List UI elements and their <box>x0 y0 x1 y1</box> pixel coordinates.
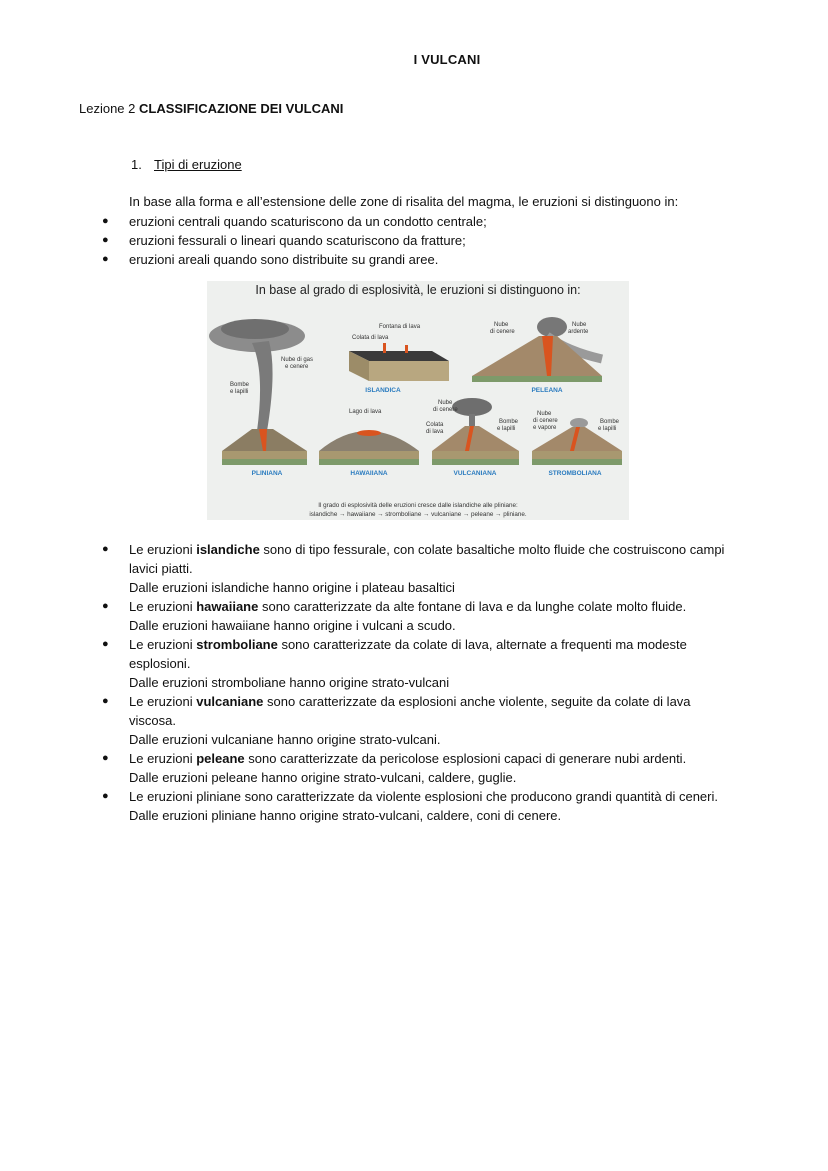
eruption-description: Le eruzioni pliniane sono caratterizzate da violente esplosioni che producono grandi quantità di ceneri. <box>129 789 718 804</box>
section-label: Tipi di eruzione <box>154 157 242 172</box>
v-colata-label-2: di lava <box>426 429 444 435</box>
list-item <box>100 212 740 231</box>
type-pliniana: PLINIANA <box>251 470 283 477</box>
eruption-origin: Dalle eruzioni islandiche hanno origine i plateau basaltici <box>129 580 455 595</box>
bombe-label-1: Bombe <box>230 382 250 388</box>
bullet-icon: ● <box>102 543 109 555</box>
eruption-pre: Le eruzioni <box>129 542 197 557</box>
peleana-illustration <box>472 317 602 394</box>
type-stromboliana: STROMBOLIANA <box>548 470 602 477</box>
nube-ardente-label-1: Nube <box>572 322 587 328</box>
list-item <box>100 540 740 597</box>
eruption-description: sono caratterizzate da pericolose esplosioni capaci di generare nubi ardenti. <box>244 751 687 766</box>
bullet-icon: ● <box>102 215 109 227</box>
lesson-title: CLASSIFICAZIONE DEI VULCANI <box>139 101 344 116</box>
eruption-description: sono caratterizzate da colate di lava, alternate a frequenti ma modeste esplosioni. <box>129 637 687 671</box>
bullet-icon: ● <box>102 234 109 246</box>
eruption-type: stromboliane <box>196 637 278 652</box>
figure-caption-2: islandiche → hawaiiane → stromboliane → vulcaniane → peleane → pliniane. <box>309 511 527 518</box>
list-item-text: eruzioni areali quando sono distribuite su grandi aree. <box>129 252 439 267</box>
figure-caption-1: Il grado di esplosività delle eruzioni cresce dalle islandiche alle pliniane: <box>318 502 518 509</box>
bullet-icon: ● <box>102 752 109 764</box>
s-nube-label-3: e vapore <box>533 425 557 431</box>
nube-ardente-label-2: ardente <box>568 329 589 335</box>
v-nube-label-2: di cenere <box>433 407 458 413</box>
fontana-label: Fontana di lava <box>379 324 421 330</box>
eruption-pre: Le eruzioni <box>129 751 197 766</box>
eruption-description: sono di tipo fessurale, con colate basaltiche molto fluide che costruiscono campi lavici piatti. <box>129 542 725 576</box>
hawaiiana-illustration <box>319 409 419 477</box>
eruption-origin: Dalle eruzioni stromboliane hanno origine strato-vulcani <box>129 675 450 690</box>
list-item <box>100 231 740 250</box>
eruption-origin: Dalle eruzioni hawaiiane hanno origine i vulcani a scudo. <box>129 618 456 633</box>
type-hawaiiana: HAWAIIANA <box>350 470 388 477</box>
eruption-list <box>100 540 740 825</box>
list-item-text: eruzioni fessurali o lineari quando scaturiscono da fratture; <box>129 233 466 248</box>
v-bombe-label-1: Bombe <box>499 419 519 425</box>
eruption-pre: Le eruzioni <box>129 599 197 614</box>
nube-cenere-label-2: di cenere <box>490 329 515 335</box>
bullet-icon: ● <box>102 695 109 707</box>
eruption-type: islandiche <box>196 542 260 557</box>
eruption-type: peleane <box>196 751 245 766</box>
section-number: 1. <box>131 157 142 172</box>
nube-gas-label-2: e cenere <box>285 364 309 370</box>
v-nube-label-1: Nube <box>438 400 453 406</box>
bullet-icon: ● <box>102 790 109 802</box>
stromboliana-illustration <box>532 411 622 477</box>
nube-cenere-label-1: Nube <box>494 322 509 328</box>
eruption-origin: Dalle eruzioni peleane hanno origine strato-vulcani, caldere, guglie. <box>129 770 517 785</box>
intro-paragraph: In base alla forma e all’estensione delle zone di risalita del magma, le eruzioni si distinguono in: <box>129 194 679 209</box>
colata-label: Colata di lava <box>352 335 389 341</box>
s-bombe-label-2: e lapilli <box>598 426 617 432</box>
v-bombe-label-2: e lapilli <box>497 426 516 432</box>
eruption-description: sono caratterizzate da alte fontane di lava e da lunghe colate molto fluide. <box>258 599 687 614</box>
lesson-prefix: Lezione 2 <box>79 101 139 116</box>
list-item <box>100 635 740 692</box>
eruption-description: sono caratterizzate da esplosioni anche violente, seguite da colate di lava viscosa. <box>129 694 691 728</box>
eruption-type: hawaiiane <box>196 599 259 614</box>
shape-list <box>100 212 740 269</box>
bombe-label-2: e lapilli <box>230 389 249 395</box>
eruption-diagram <box>207 281 629 520</box>
list-item <box>100 749 740 787</box>
s-nube-label-2: di cenere <box>533 418 558 424</box>
islandica-illustration <box>349 324 449 394</box>
v-colata-label-1: Colata <box>426 422 444 428</box>
type-peleana: PELEANA <box>531 387 563 394</box>
type-islandica: ISLANDICA <box>365 387 401 394</box>
eruption-type: vulcaniane <box>196 694 264 709</box>
vulcaniana-illustration <box>426 398 519 477</box>
list-item-text: eruzioni centrali quando scaturiscono da un condotto centrale; <box>129 214 487 229</box>
s-nube-label-1: Nube <box>537 411 552 417</box>
nube-gas-label-1: Nube di gas <box>281 357 314 363</box>
type-vulcaniana: VULCANIANA <box>453 470 497 477</box>
bullet-icon: ● <box>102 638 109 650</box>
lago-label: Lago di lava <box>349 409 382 415</box>
list-item <box>100 692 740 749</box>
list-item <box>100 250 740 269</box>
list-item <box>100 597 740 635</box>
pliniana-illustration <box>209 319 313 477</box>
eruption-types-figure <box>207 281 629 520</box>
eruption-origin: Dalle eruzioni vulcaniane hanno origine strato-vulcani. <box>129 732 441 747</box>
page-title: I VULCANI <box>413 52 481 67</box>
list-item <box>100 787 740 825</box>
bullet-icon: ● <box>102 600 109 612</box>
s-bombe-label-1: Bombe <box>600 419 620 425</box>
eruption-origin: Dalle eruzioni pliniane hanno origine strato-vulcani, caldere, coni di cenere. <box>129 808 562 823</box>
eruption-pre: Le eruzioni <box>129 694 197 709</box>
section-heading <box>131 157 242 172</box>
figure-heading: In base al grado di esplosività, le eruzioni si distinguono in: <box>255 283 581 297</box>
eruption-pre: Le eruzioni <box>129 637 197 652</box>
lesson-heading <box>79 101 343 116</box>
bullet-icon: ● <box>102 253 109 265</box>
